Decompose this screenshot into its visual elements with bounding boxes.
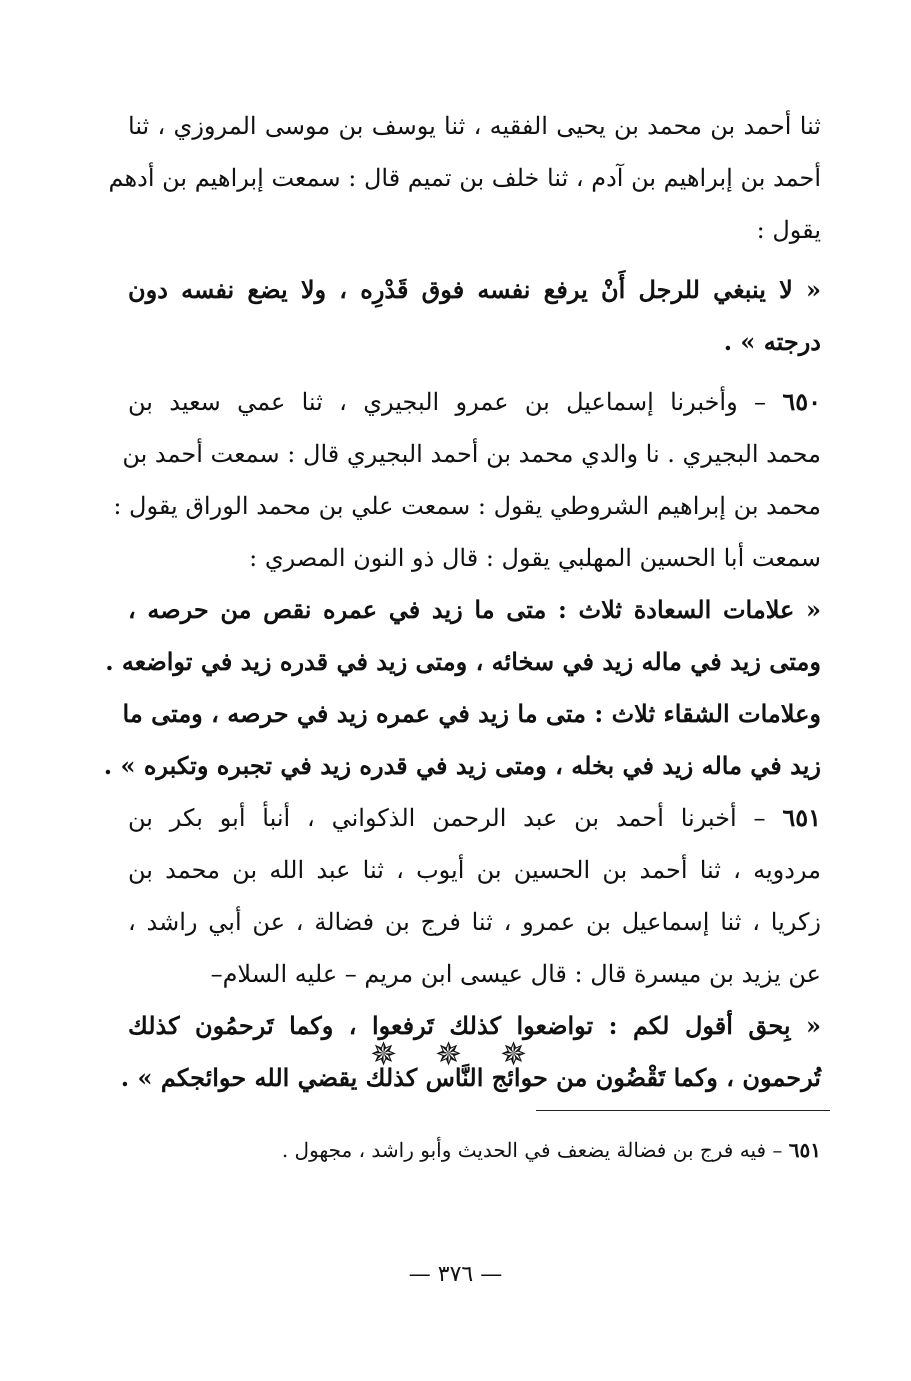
- hadith-number: ٦٥٠: [782, 387, 821, 416]
- quote-ibrahim-ibn-adham: [128, 264, 821, 368]
- footnote-text: – فيه فرج بن فضالة يضعف في الحديث وأبو راشد ، مجهول .: [281, 1138, 783, 1162]
- hadith-number: ٦٥١: [782, 803, 821, 832]
- text-line: « علامات السعادة ثلاث : متى ما زيد في عمره نقص من حرصه ،: [128, 595, 821, 624]
- text-line: وعلامات الشقاء ثلاث : متى ما زيد في عمره زيد في حرصه ، ومتى ما: [122, 699, 821, 728]
- paragraph-isnad-1: [108, 100, 821, 256]
- footnote-rule: [536, 1110, 830, 1111]
- text-line: زكريا ، ثنا إسماعيل بن عمرو ، ثنا فرج بن فضالة ، عن أبي راشد ،: [128, 908, 821, 936]
- text-line: محمد بن إبراهيم الشروطي يقول : سمعت علي بن محمد الوراق يقول :: [113, 492, 821, 520]
- text-line: أحمد بن إبراهيم بن آدم ، ثنا خلف بن تميم قال : سمعت إبراهيم بن أدهم: [108, 164, 821, 192]
- text-line: – أخبرنا أحمد بن عبد الرحمن الذكواني ، أنبأ أبو بكر بن: [128, 804, 766, 832]
- quote-dhul-nun: [103, 584, 821, 792]
- footnote: [121, 1130, 821, 1170]
- text-line: مردويه ، ثنا أحمد بن الحسين بن أيوب ، ثنا عبد الله بن محمد بن: [128, 856, 822, 884]
- text-line: « لا ينبغي للرجل أَنْ يرفع نفسه فوق قَدْرِه ، ولا يضع نفسه دون: [128, 275, 821, 304]
- text-line: تُرحمون ، وكما تَقْضُون من حوائج النَّاس كذلك يقضي الله حوائجكم » .: [120, 1063, 821, 1092]
- text-line: ثنا أحمد بن محمد بن يحيى الفقيه ، ثنا يوسف بن موسى المروزي ، ثنا: [128, 112, 821, 140]
- text-line: – وأخبرنا إسماعيل بن عمرو البجيري ، ثنا عمي سعيد بن: [128, 388, 766, 416]
- hadith-650: [103, 376, 821, 792]
- text-line: محمد البجيري . نا والدي محمد بن أحمد البجيري قال : سمعت أحمد بن: [122, 440, 821, 468]
- text-line: زيد في ماله زيد في بخله ، ومتى زيد في قدره زيد في تجبره وتكبره » .: [103, 751, 821, 780]
- footnote-number: ٦٥١: [788, 1138, 821, 1162]
- text-line: سمعت أبا الحسين المهلبي يقول : قال ذو النون المصري :: [249, 544, 821, 572]
- star-ornament-divider: ✵ ✵ ✵: [370, 1035, 541, 1073]
- text-line: ومتى زيد في ماله زيد في سخائه ، ومتى زيد في قدره زيد في تواضعه .: [105, 647, 821, 676]
- text-line: عن يزيد بن ميسرة قال : قال عيسى ابن مريم – عليه السلام–: [210, 960, 821, 988]
- text-line: « بِحق أقول لكم : تواضعوا كذلك تَرفعوا ، وكما تَرحمُون كذلك: [128, 1011, 821, 1040]
- main-text: [103, 100, 822, 1104]
- text-line: يقول :: [756, 216, 821, 244]
- text-line: درجته » .: [723, 327, 821, 356]
- page-number: — ٣٧٦ —: [408, 1262, 503, 1287]
